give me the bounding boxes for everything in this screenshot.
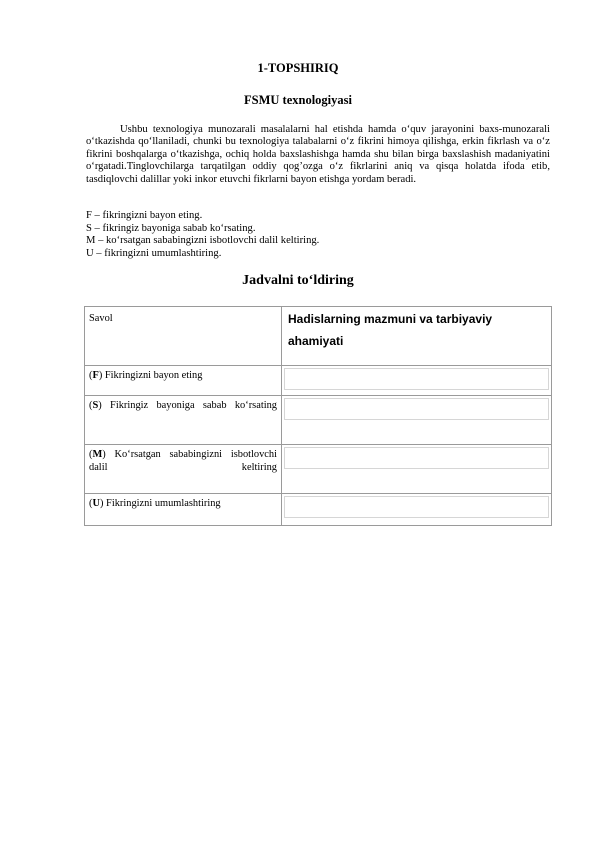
answer-field-s[interactable] bbox=[284, 398, 549, 420]
question-cell-u: (U) Fikringizni umumlashtiring bbox=[85, 494, 282, 526]
table-row bbox=[85, 445, 552, 494]
intro-paragraph bbox=[86, 124, 550, 186]
table-row bbox=[85, 396, 552, 445]
row-question-text: Ko‘rsatgan sababingizni isbotlovchi dalil keltiring bbox=[89, 449, 277, 473]
row-letter: M bbox=[92, 449, 103, 460]
definition-u: U – fikringizni umumlashtiring. bbox=[86, 247, 222, 259]
definition-f: F – fikringizni bayon eting. bbox=[86, 210, 203, 221]
table-row bbox=[85, 494, 552, 526]
row-question-text: Fikringizni bayon eting bbox=[102, 370, 203, 381]
technology-subheading: FSMU texnologiyasi bbox=[244, 93, 352, 107]
header-question: Savol bbox=[85, 307, 282, 366]
row-letter: S bbox=[92, 400, 99, 411]
table-title: Jadvalni to‘ldiring bbox=[242, 273, 354, 288]
answer-field-u[interactable] bbox=[284, 496, 549, 518]
answer-field-m[interactable] bbox=[284, 447, 549, 469]
row-question-text: Fikringiz bayoniga sabab ko‘rsating bbox=[101, 400, 277, 411]
row-letter: F bbox=[92, 370, 99, 381]
definition-s: S – fikringiz bayoniga sabab ko‘rsating. bbox=[86, 222, 256, 234]
answer-cell-m[interactable] bbox=[282, 445, 552, 494]
header-answer: Hadislarning mazmuni va tarbiyaviy ahamiyati bbox=[282, 307, 552, 366]
answer-cell-f[interactable] bbox=[282, 366, 552, 396]
answer-field-f[interactable] bbox=[284, 368, 549, 390]
question-cell-f: (F) Fikringizni bayon eting bbox=[85, 366, 282, 396]
question-cell-s: (S) Fikringiz bayoniga sabab ko‘rsating bbox=[85, 396, 282, 445]
fsmu-table bbox=[84, 306, 552, 526]
definition-m: M – ko‘rsatgan sababingizni isbotlovchi dalil keltiring. bbox=[86, 235, 320, 247]
table-header-row bbox=[85, 307, 552, 366]
intro-paragraph-text: Ushbu texnologiya munozarali masalalarni hal etishda hamda o‘quv jarayonini baxs-munozarali o‘tkazishda qo‘llaniladi, chunki bu texnologiya talabalarni o‘z fikrini himoya qilishga, erkin fikrlash va o‘z fikrini boshqalarga o‘tkazishga, ochiq holda baxslashishga hamda shu bilan birga baxslashish madaniyatini o‘rgatadi.Tinglovchilarga tarqatilgan oddiy qog’ozga o‘z fikrlarini aniq va qisqa holatda ifoda etib, tasdiqlovchi dalillar yoki inkor etuvchi fikrlarni bayon etishga yordam beradi. bbox=[86, 124, 550, 185]
answer-cell-s[interactable] bbox=[282, 396, 552, 445]
question-cell-m: (M) Ko‘rsatgan sababingizni isbotlovchi dalil keltiring bbox=[85, 445, 282, 494]
row-letter: U bbox=[92, 498, 100, 509]
table-row bbox=[85, 366, 552, 396]
definitions-list bbox=[86, 210, 319, 260]
assignment-heading: 1-TOPSHIRIQ bbox=[257, 61, 339, 75]
answer-cell-u[interactable] bbox=[282, 494, 552, 526]
row-question-text: Fikringizni umumlashtiring bbox=[103, 498, 221, 509]
